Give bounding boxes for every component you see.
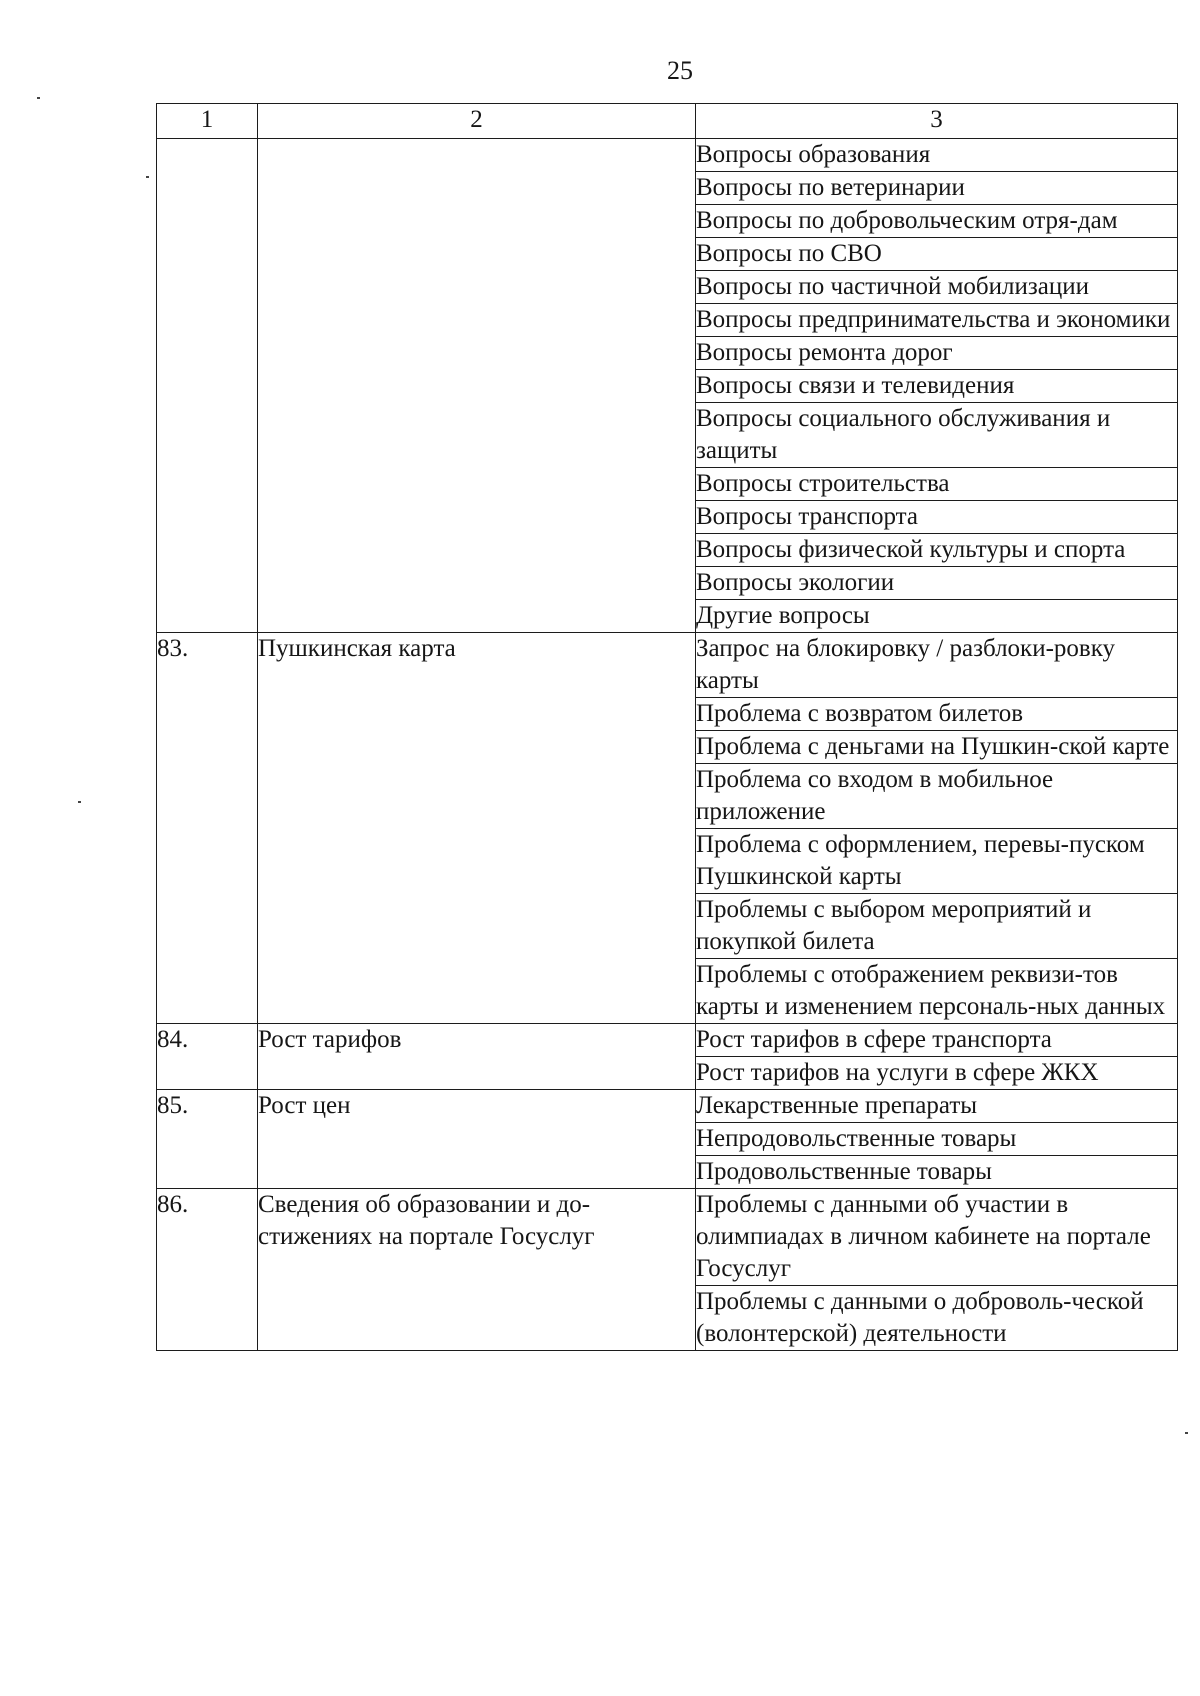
subtopic-cell: Проблема с возвратом билетов [696, 698, 1178, 731]
scan-speck [1185, 1432, 1188, 1434]
column-header-topic: 2 [258, 104, 696, 139]
subtopic-cell: Вопросы экологии [696, 567, 1178, 600]
page-number: 25 [667, 56, 693, 85]
subtopic-cell: Проблемы с отображением реквизи-тов карты и изменением персональ-ных данных [696, 959, 1178, 1024]
subtopic-cell: Вопросы по ветеринарии [696, 172, 1178, 205]
entry-number: 84. [157, 1024, 258, 1090]
column-header-subtopic: 3 [696, 104, 1178, 139]
subtopic-cell: Проблемы с выбором мероприятий и покупкой билета [696, 894, 1178, 959]
subtopic-cell: Вопросы физической культуры и спорта [696, 534, 1178, 567]
subtopic-cell: Вопросы по частичной мобилизации [696, 271, 1178, 304]
table-row [157, 1189, 1178, 1286]
table-header-row [157, 104, 1178, 139]
subtopic-cell: Вопросы образования [696, 139, 1178, 172]
subtopic-cell: Проблема со входом в мобильное приложение [696, 764, 1178, 829]
entry-topic: Рост тарифов [258, 1024, 696, 1090]
entry-number: 83. [157, 633, 258, 1024]
entry-number: 85. [157, 1090, 258, 1189]
entry-topic: Пушкинская карта [258, 633, 696, 1024]
subtopic-cell: Другие вопросы [696, 600, 1178, 633]
subtopic-cell: Проблемы с данными об участии в олимпиадах в личном кабинете на портале Госуслуг [696, 1189, 1178, 1286]
subtopic-cell: Проблемы с данными о доброволь-ческой (волонтерской) деятельности [696, 1286, 1178, 1351]
table-row [157, 1024, 1178, 1057]
scan-speck [37, 97, 40, 99]
entry-number: 86. [157, 1189, 258, 1351]
subtopic-cell: Вопросы транспорта [696, 501, 1178, 534]
subtopic-cell: Вопросы связи и телевидения [696, 370, 1178, 403]
table-row [157, 1090, 1178, 1123]
scan-speck [146, 176, 149, 178]
scan-speck [78, 801, 81, 803]
topics-table [156, 103, 1178, 1351]
subtopic-cell: Вопросы ремонта дорог [696, 337, 1178, 370]
subtopic-cell: Рост тарифов в сфере транспорта [696, 1024, 1178, 1057]
entry-topic: Рост цен [258, 1090, 696, 1189]
subtopic-cell: Проблема с оформлением, перевы-пуском Пушкинской карты [696, 829, 1178, 894]
entry-topic: Сведения об образовании и до-стижениях на портале Госуслуг [258, 1189, 696, 1351]
subtopic-cell: Вопросы предпринимательства и экономики [696, 304, 1178, 337]
subtopic-cell: Вопросы по добровольческим отря-дам [696, 205, 1178, 238]
subtopic-cell: Непродовольственные товары [696, 1123, 1178, 1156]
column-header-number: 1 [157, 104, 258, 139]
subtopic-cell: Запрос на блокировку / разблоки-ровку карты [696, 633, 1178, 698]
subtopic-cell: Вопросы строительства [696, 468, 1178, 501]
subtopic-cell: Продовольственные товары [696, 1156, 1178, 1189]
subtopic-cell: Лекарственные препараты [696, 1090, 1178, 1123]
table-row [157, 139, 1178, 172]
subtopic-cell: Вопросы по СВО [696, 238, 1178, 271]
subtopic-cell: Вопросы социального обслуживания и защиты [696, 403, 1178, 468]
continuation-number [157, 139, 258, 633]
subtopic-cell: Рост тарифов на услуги в сфере ЖКХ [696, 1057, 1178, 1090]
table-body [157, 139, 1178, 1351]
table-row [157, 633, 1178, 698]
continuation-topic [258, 139, 696, 633]
subtopic-cell: Проблема с деньгами на Пушкин-ской карте [696, 731, 1178, 764]
